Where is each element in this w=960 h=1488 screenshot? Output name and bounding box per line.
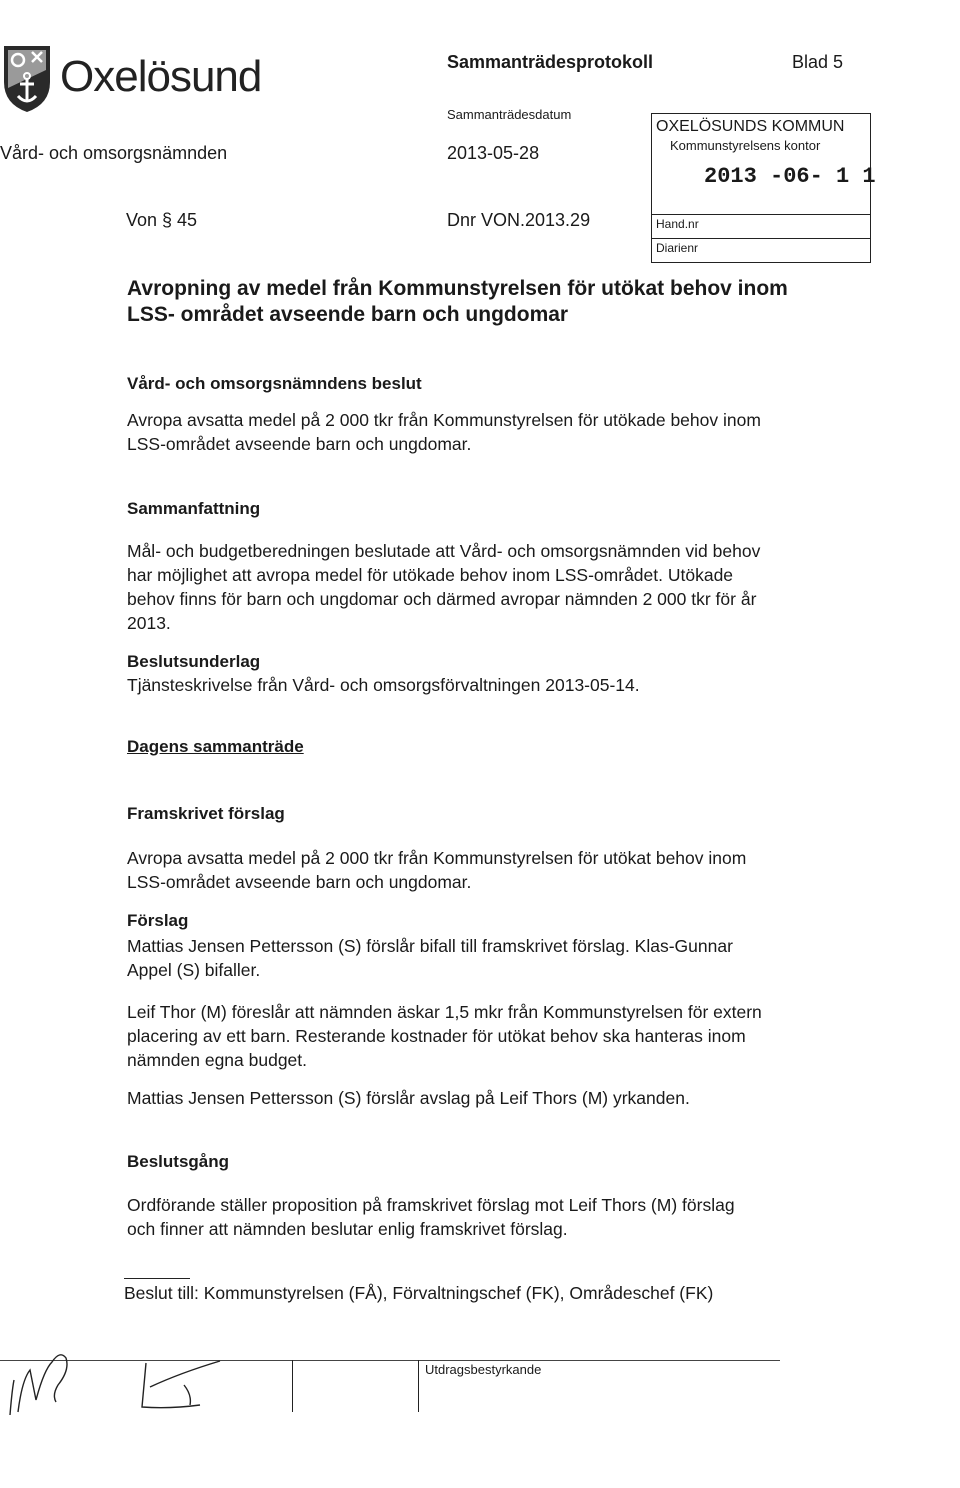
motion-line: Appel (S) bifaller. [127,960,261,980]
document-type: Sammanträdesprotokoll [447,52,654,72]
received-stamp [651,113,876,263]
signature-divider-1 [292,1360,293,1412]
certified-label: Utdragsbestyrkande [425,1362,542,1377]
meeting-date: 2013-05-28 [447,143,540,163]
summary-line: 2013. [127,613,171,633]
stamp-divider-2 [652,238,870,239]
section-reference: Von § 45 [126,210,198,230]
decision-recipients: Beslut till: Kommunstyrelsen (FÅ), Förvaltningschef (FK), Områdeschef (FK) [124,1283,714,1303]
committee-name: Vård- och omsorgsnämnden [0,143,228,163]
process-line: och finner att nämnden beslutar enlig framskrivet förslag. [127,1219,568,1239]
decision-text [127,408,857,456]
meeting-date-label: Sammanträdesdatum [447,107,572,122]
proposal-line: Avropa avsatta medel på 2 000 tkr från Kommunstyrelsen för utökat behov inom [127,848,747,868]
motion-3: Mattias Jensen Pettersson (S) förslår avslag på Leif Thors (M) yrkanden. [127,1088,690,1108]
proposal-text [127,846,857,894]
motion-line: Mattias Jensen Pettersson (S) förslår bifall till framskrivet förslag. Klas-Gunnar [127,936,733,956]
decision-line: LSS-området avseende barn och ungdomar. [127,434,472,454]
summary-text [127,539,857,635]
motions-heading: Förslag [127,911,189,930]
summary-line: Mål- och budgetberedningen beslutade att Vård- och omsorgsnämnden vid behov [127,541,761,561]
motion-line: nämnden egna budget. [127,1050,308,1070]
decision-line: Avropa avsatta medel på 2 000 tkr från Kommunstyrelsen för utökade behov inom [127,410,761,430]
logo-wordmark: Oxelösund [60,52,262,101]
stamp-office: Kommunstyrelsens kontor [670,138,821,153]
stamp-date: 2013 -06- 1 1 [704,164,876,189]
handwritten-signature-1 [0,1340,120,1420]
stamp-field-diarienr: Diarienr [656,241,699,255]
motion-2 [127,1000,857,1072]
document-title [127,276,917,328]
decision-heading: Vård- och omsorgsnämndens beslut [127,374,422,393]
stamp-organization: OXELÖSUNDS KOMMUN [656,118,845,135]
municipality-logo [2,44,52,114]
title-line-1: Avropning av medel från Kommunstyrelsen för utökat behov inom [127,277,788,300]
motion-1 [127,934,857,982]
sheet-number: Blad 5 [792,52,844,72]
title-line-2: LSS- området avseende barn och ungdomar [127,303,569,326]
motion-line: placering av ett barn. Resterande kostnader för utökat behov ska hanteras inom [127,1026,746,1046]
proposal-line: LSS-området avseende barn och ungdomar. [127,872,472,892]
basis-heading: Beslutsunderlag [127,652,261,671]
process-text [127,1193,857,1241]
sent-to-rule [124,1278,190,1279]
summary-line: har möjlighet att avropa medel för utökade behov inom LSS-området. Utökade [127,565,734,585]
basis-text: Tjänsteskrivelse från Vård- och omsorgsförvaltningen 2013-05-14. [127,675,640,695]
stamp-divider-1 [652,214,870,215]
summary-line: behov finns för barn och ungdomar och därmed avropar nämnden 2 000 tkr för år [127,589,757,609]
signature-divider-2 [418,1360,419,1412]
motion-line: Leif Thor (M) föreslår att nämnden äskar 1,5 mkr från Kommunstyrelsen för extern [127,1002,762,1022]
stamp-field-handnr: Hand.nr [656,217,699,231]
handwritten-signature-2 [120,1355,240,1415]
proposal-heading: Framskrivet förslag [127,804,285,823]
registration-number: Dnr VON.2013.29 [447,210,591,230]
process-heading: Beslutsgång [127,1152,230,1171]
process-line: Ordförande ställer proposition på framskrivet förslag mot Leif Thors (M) förslag [127,1195,735,1215]
summary-heading: Sammanfattning [127,499,261,518]
meeting-heading: Dagens sammanträde [127,737,304,756]
coat-of-arms-icon [2,44,52,114]
